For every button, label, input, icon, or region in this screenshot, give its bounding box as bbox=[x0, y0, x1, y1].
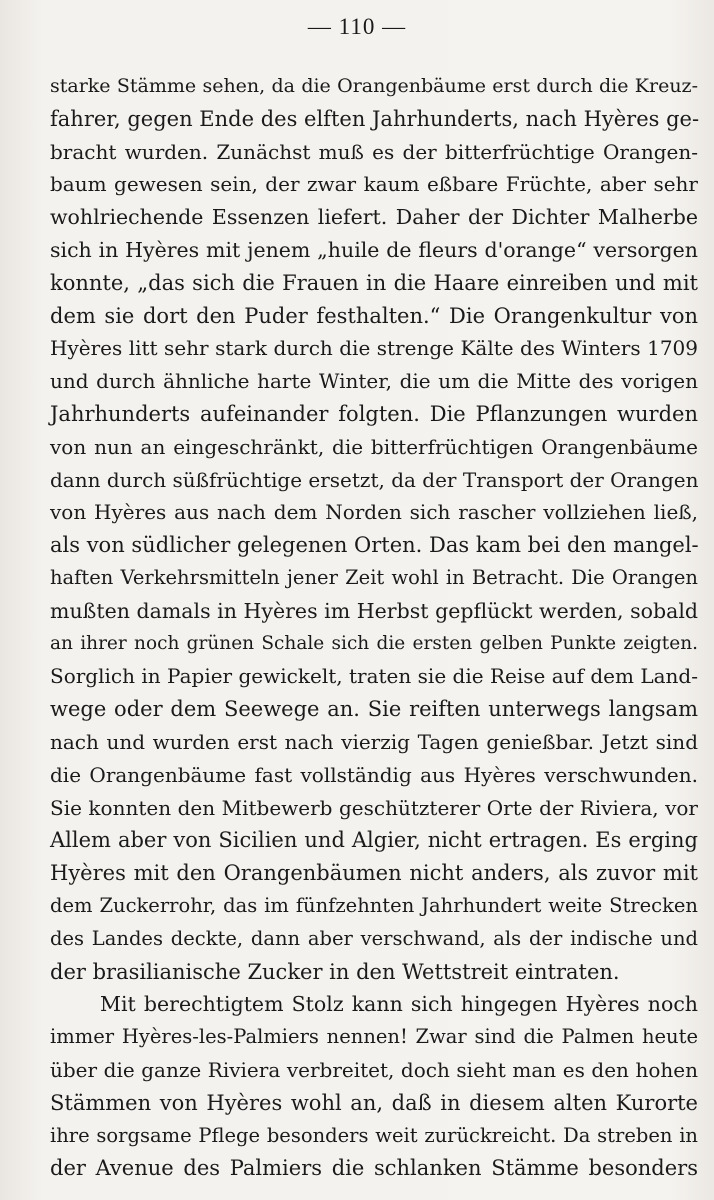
text-line: der brasilianische Zucker in den Wettstreit eintraten. bbox=[50, 959, 620, 984]
text-line: Allem aber von Sicilien und Algier, nicht ertragen. Es erging bbox=[50, 828, 698, 853]
text-line: immer Hyères-les-Palmiers nennen! Zwar sind die Palmen heute bbox=[50, 1025, 698, 1049]
text-line: als von südlicher gelegenen Orten. Das kam bei den mangel- bbox=[50, 533, 699, 558]
text-line: Sorglich in Papier gewickelt, traten sie die Reise auf dem Land- bbox=[50, 664, 698, 689]
text-line: baum gewesen sein, der zwar kaum eßbare Früchte, aber sehr bbox=[50, 172, 698, 197]
text-line: an ihrer noch grünen Schale sich die ersten gelben Punkte zeigten. bbox=[50, 632, 698, 654]
text-line: Jahrhunderts aufeinander folgten. Die Pflanzungen wurden bbox=[50, 401, 698, 426]
page-number: — 110 — bbox=[307, 14, 407, 39]
text-line: des Landes deckte, dann aber verschwand, als der indische und bbox=[50, 926, 698, 950]
text-line: wohlriechende Essenzen liefert. Daher der Dichter Malherbe bbox=[50, 205, 698, 230]
text-line: der Avenue des Palmiers die schlanken Stämme besonders bbox=[50, 1156, 698, 1181]
text-line: die Orangenbäume fast vollständig aus Hyères verschwunden. bbox=[50, 762, 698, 787]
text-line: dann durch süßfrüchtige ersetzt, da der Transport der Orangen bbox=[50, 467, 699, 492]
text-line: bracht wurden. Zunächst muß es der bitterfrüchtige Orangen- bbox=[50, 139, 698, 164]
text-line: fahrer, gegen Ende des elften Jahrhunderts, nach Hyères ge- bbox=[50, 106, 700, 131]
text-line: dem sie dort den Puder festhalten.“ Die Orangenkultur von bbox=[50, 303, 698, 328]
text-line: dem Zuckerrohr, das im fünfzehnten Jahrhundert weite Strecken bbox=[50, 893, 698, 917]
text-line: nach und wurden erst nach vierzig Tagen genießbar. Jetzt sind bbox=[50, 729, 698, 754]
text-line: Hyères litt sehr stark durch die strenge Kälte des Winters 1709 bbox=[50, 336, 698, 361]
text-line: mußten damals in Hyères im Herbst gepflückt werden, sobald bbox=[50, 598, 698, 623]
text-line: konnte, „das sich die Frauen in die Haare einreiben und mit bbox=[50, 270, 698, 295]
text-line: über die ganze Riviera verbreitet, doch sieht man es den hohen bbox=[50, 1057, 698, 1082]
text-line: Sie konnten den Mitbewerb geschützterer Orte der Riviera, vor bbox=[50, 795, 698, 820]
text-line: sich in Hyères mit jenem „huile de fleurs d'orange“ versorgen bbox=[50, 237, 698, 262]
page-body-text bbox=[50, 70, 698, 1185]
text-line: von Hyères aus nach dem Norden sich rascher vollziehen ließ, bbox=[50, 500, 698, 525]
text-line: ihre sorgsame Pflege besonders weit zurückreicht. Da streben in bbox=[50, 1123, 698, 1147]
text-line: starke Stämme sehen, da die Orangenbäume erst durch die Kreuz- bbox=[50, 75, 698, 97]
text-line: wege oder dem Seewege an. Sie reiften unterwegs langsam bbox=[50, 697, 698, 722]
text-line: Mit berechtigtem Stolz kann sich hingegen Hyères noch bbox=[100, 992, 698, 1017]
text-line: haften Verkehrsmitteln jener Zeit wohl in Betracht. Die Orangen bbox=[50, 565, 698, 589]
text-line: von nun an eingeschränkt, die bitterfrüchtigen Orangenbäume bbox=[50, 434, 698, 459]
text-line: Stämmen von Hyères wohl an, daß in diesem alten Kurorte bbox=[50, 1090, 698, 1115]
text-line: und durch ähnliche harte Winter, die um die Mitte des vorigen bbox=[50, 369, 698, 394]
text-line: Hyères mit den Orangenbäumen nicht anders, als zuvor mit bbox=[50, 861, 698, 886]
